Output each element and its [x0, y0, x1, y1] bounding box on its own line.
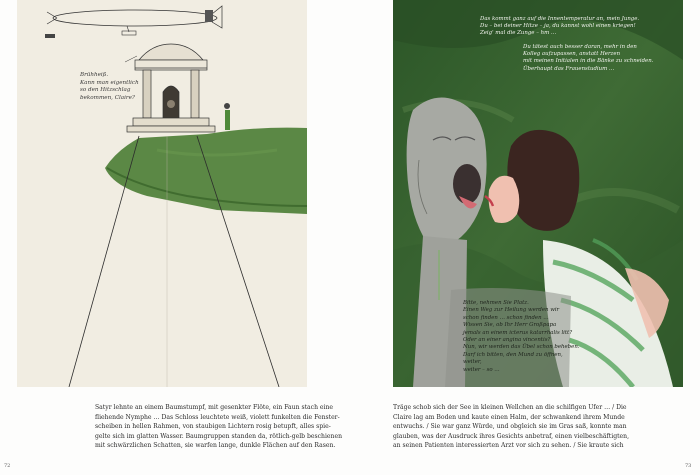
caption-line: gelte sich im glatten Wasser. Baumgruppen standen da, rötlich-gelb beschienen — [95, 432, 342, 440]
speech-line: Bitte, nehmen Sie Platz. — [463, 300, 529, 306]
page-number-right: 73 — [685, 463, 692, 469]
caption-line: scheiben in hellen Rahmen, von staubigen Lichtern rosig betupft, alles spie- — [95, 423, 331, 431]
speech-line: Einen Weg zur Heilung werden wir — [463, 307, 560, 314]
caption-line: fliehende Nymphe … Das Schloss leuchtete weiß, violett funkelten die Fenster- — [95, 413, 340, 421]
right-speech-top — [480, 16, 650, 38]
caption-line: Claire lag am Boden und kaute einen Halm, der schwankend ihrem Munde — [393, 413, 625, 421]
speech-line: Du tätest auch besser daran, mehr in den — [523, 44, 637, 50]
caption-line: Träge schob sich der See in kleinen Wellchen an die schilfigen Ufer … / Die — [393, 404, 627, 411]
page-number-left: 72 — [4, 463, 11, 469]
speech-line: Du – bei deiner Hitze – ja, du kannst wohl einen kriegen! — [480, 23, 636, 30]
caption-line: mit schwärzlichen Schatten, sie warfen lange, dunkle Flächen auf den Rasen. — [95, 442, 336, 450]
palace-garden-drawing — [17, 0, 307, 387]
speech-line: Nun, wir werden das Übel schon beheben. — [463, 344, 580, 351]
speech-line: jemals an einem icterus katarrhalis litt? — [463, 329, 573, 336]
caption-line: entwuchs. / Sie war ganz Würde, und obgleich sie im Gras saß, konnte man — [393, 423, 627, 431]
right-illustration — [393, 0, 683, 387]
caption-line: an seinen Patienten interessierten Arzt vor sich zu sehen. / Sie kraute sich — [393, 442, 624, 450]
speech-line: mit meinen Initialen in die Bänke zu schneiden. — [523, 58, 654, 65]
speech-line: Überhaupt das Frauenstudium … — [523, 65, 615, 72]
speech-line: schon finden … schon finden … — [463, 314, 549, 321]
right-speech-middle — [523, 44, 673, 73]
speech-line: Darf ich bitten, den Mund zu öffnen, — [463, 351, 563, 358]
speech-line: Das kommt ganz auf die Innentemperatur an, mein Junge. — [480, 16, 640, 22]
speech-line: weiter – so … — [463, 366, 500, 373]
left-speech-text — [80, 72, 158, 102]
speech-line: Kolleg aufzupassen, anstatt Herzen — [523, 51, 621, 58]
left-illustration — [17, 0, 307, 387]
caption-line: glauben, was der Ausdruck ihres Gesichts anbetraf, einen vielbeschäftigten, — [393, 432, 630, 440]
left-caption — [95, 403, 342, 451]
speech-line: bekommen, Claire? — [80, 94, 135, 101]
speech-line: Zeig' mal die Zunge – hm … — [480, 30, 557, 37]
speech-line: Brühheiß. — [80, 72, 109, 78]
lawn-shading — [105, 128, 307, 214]
zeppelin-drawing — [45, 6, 222, 38]
speech-line: Oder an einer angina vincentis? — [463, 337, 551, 344]
speech-line: so den Hitzschlag — [80, 87, 131, 94]
caption-line: Satyr lehnte an einem Baumstumpf, mit gesenkter Flöte, ein Faun stach eine — [95, 404, 334, 411]
speech-line: weiter, — [463, 359, 482, 366]
speech-line: Kann man eigentlich — [80, 79, 139, 86]
right-speech-bottom — [463, 300, 593, 374]
figure-drawing — [224, 103, 230, 130]
right-caption — [393, 403, 633, 451]
speech-line: Wissen Sie, ob Ihr Herr Großpapa — [463, 322, 557, 329]
